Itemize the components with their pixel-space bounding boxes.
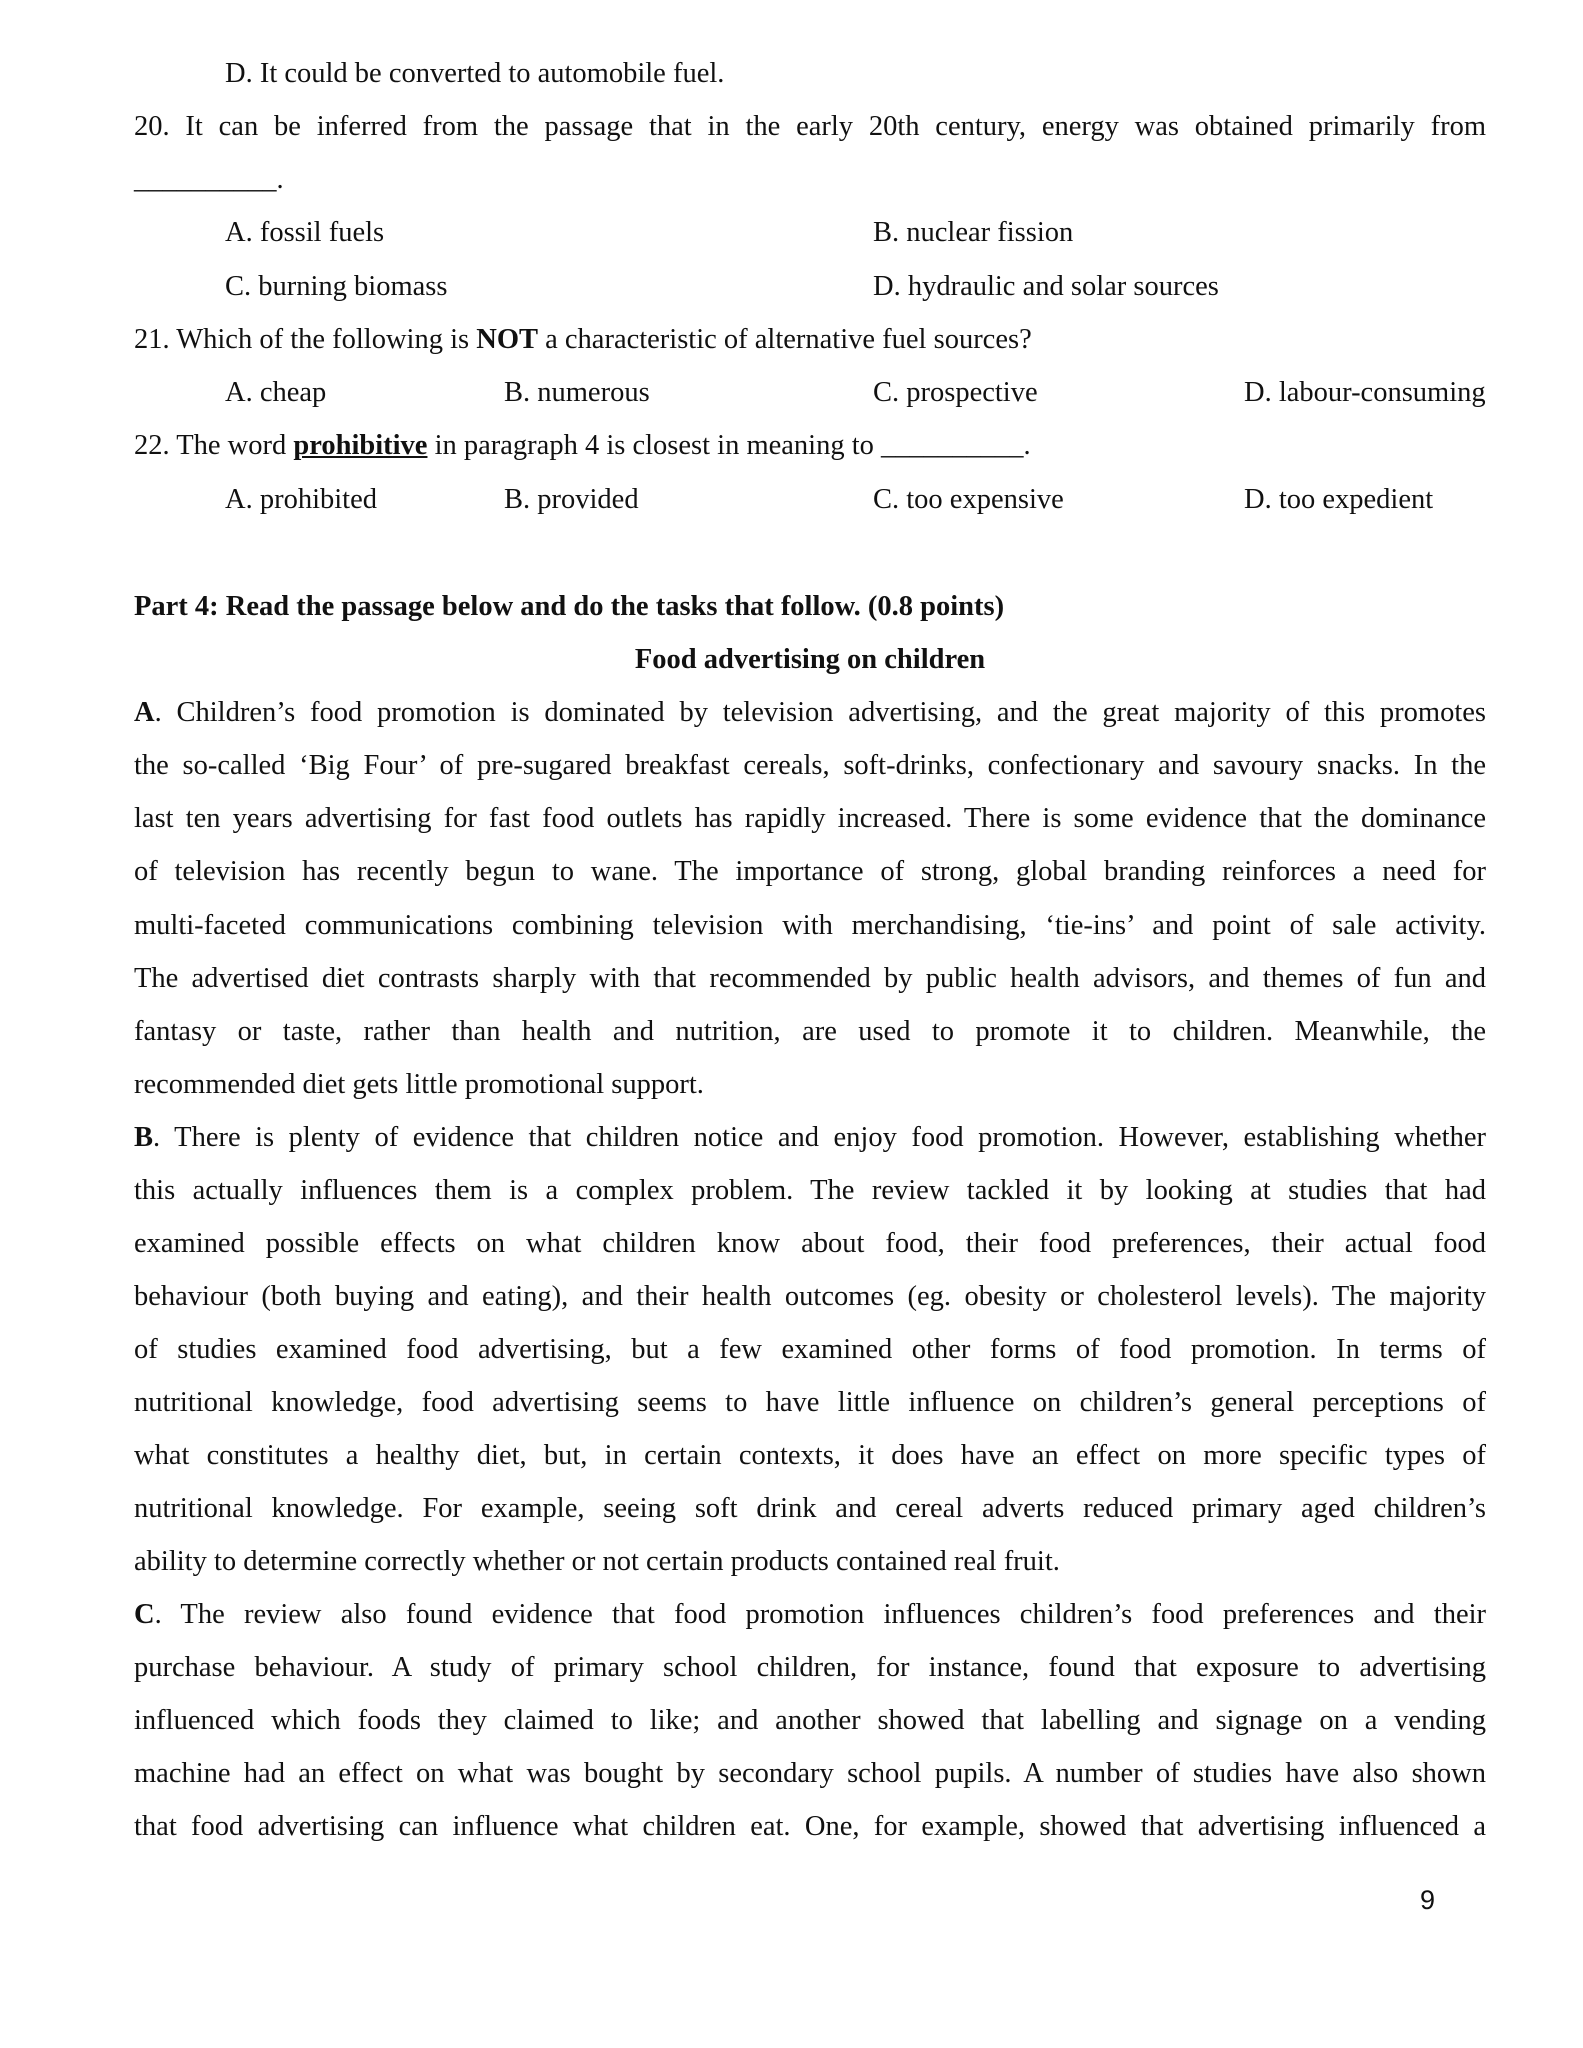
paragraph-a-line: multi-faceted communications combining television with merchandising, ‘tie-ins’ and point of sale activity. xyxy=(134,910,1486,941)
q22-stem-end: in paragraph 4 is closest in meaning to __________. xyxy=(427,430,1031,461)
paragraph-b-line: ability to determine correctly whether or not certain products contained real fruit. xyxy=(134,1546,1060,1577)
paragraph-a-text: . Children’s food promotion is dominated by television advertising, and the great majority of this promotes xyxy=(154,697,1486,728)
paragraph-a-line: of television has recently begun to wane. The importance of strong, global branding reinforces a need for xyxy=(134,856,1486,887)
q21-stem-end: a characteristic of alternative fuel sources? xyxy=(538,324,1032,355)
paragraph-b-line: nutritional knowledge, food advertising seems to have little influence on children’s general perceptions of xyxy=(134,1387,1486,1418)
q21-stem xyxy=(134,313,1486,366)
q21-option-c: C. prospective xyxy=(873,377,1038,408)
page-number: 9 xyxy=(1420,1885,1436,1915)
q22-option-d: D. too expedient xyxy=(1244,484,1434,515)
paragraph-c-line: purchase behaviour. A study of primary school children, for instance, found that exposure to advertising xyxy=(134,1652,1486,1683)
q22-option-b: B. provided xyxy=(504,484,639,515)
q21-stem-start: 21. Which of the following is xyxy=(134,324,477,355)
q20-stem: 20. It can be inferred from the passage that in the early 20th century, energy was obtained primarily from xyxy=(134,111,1486,142)
paragraph-c-text: . The review also found evidence that food promotion influences children’s food preferences and their xyxy=(154,1599,1486,1630)
paragraph-b-line: what constitutes a healthy diet, but, in certain contexts, it does have an effect on more specific types of xyxy=(134,1440,1486,1471)
paragraph-c-label: C xyxy=(134,1599,155,1630)
q22-stem-keyword: prohibitive xyxy=(293,430,428,461)
passage-title: Food advertising on children xyxy=(634,644,986,675)
paragraph-b-line: behaviour (both buying and eating), and their health outcomes (eg. obesity or cholesterol levels). The majority xyxy=(134,1281,1486,1312)
paragraph-a-line: last ten years advertising for fast food outlets has rapidly increased. There is some evidence that the dominance xyxy=(134,803,1486,834)
paragraph-b-line: nutritional knowledge. For example, seeing soft drink and cereal adverts reduced primary aged children’s xyxy=(134,1493,1486,1524)
paragraph-a-line: fantasy or taste, rather than health and nutrition, are used to promote it to children. Meanwhile, the xyxy=(134,1016,1486,1047)
q20-option-a: A. fossil fuels xyxy=(225,217,385,248)
paragraph-b-line: this actually influences them is a complex problem. The review tackled it by looking at studies that had xyxy=(134,1175,1486,1206)
paragraph-c-line xyxy=(134,1588,1486,1641)
q21-option-a: A. cheap xyxy=(225,377,327,408)
q19-option-d: D. It could be converted to automobile fuel. xyxy=(225,58,725,89)
paragraph-a-label: A xyxy=(134,697,155,728)
paragraph-a-line: the so-called ‘Big Four’ of pre-sugared breakfast cereals, soft-drinks, confectionary and savoury snacks. In the xyxy=(134,750,1486,781)
paragraph-a-line xyxy=(134,686,1486,739)
paragraph-b-text: . There is plenty of evidence that children notice and enjoy food promotion. However, establishing whether xyxy=(153,1122,1486,1153)
q21-option-b: B. numerous xyxy=(504,377,650,408)
q20-option-d: D. hydraulic and solar sources xyxy=(873,271,1219,302)
paragraph-a-line: recommended diet gets little promotional support. xyxy=(134,1069,704,1100)
paragraph-c-line: influenced which foods they claimed to like; and another showed that labelling and signage on a vending xyxy=(134,1705,1486,1736)
q21-option-d: D. labour-consuming xyxy=(1244,377,1486,408)
paragraph-c-line: that food advertising can influence what children eat. One, for example, showed that advertising influenced a xyxy=(134,1811,1486,1842)
paragraph-b-line: of studies examined food advertising, but a few examined other forms of food promotion. In terms of xyxy=(134,1334,1486,1365)
paragraph-b-label: B xyxy=(134,1122,154,1153)
paragraph-b-line: examined possible effects on what children know about food, their food preferences, their actual food xyxy=(134,1228,1486,1259)
paragraph-c-line: machine had an effect on what was bought by secondary school pupils. A number of studies have also shown xyxy=(134,1758,1486,1789)
part4-heading: Part 4: Read the passage below and do the tasks that follow. (0.8 points) xyxy=(134,591,1005,622)
paragraph-a-line: The advertised diet contrasts sharply with that recommended by public health advisors, and themes of fun and xyxy=(134,963,1486,994)
q21-stem-emphasis: NOT xyxy=(476,324,538,355)
q20-blank: __________. xyxy=(134,164,284,195)
q20-option-b: B. nuclear fission xyxy=(873,217,1074,248)
q22-stem xyxy=(134,419,1486,472)
q22-option-a: A. prohibited xyxy=(225,484,377,515)
paragraph-b-line xyxy=(134,1111,1486,1164)
q22-stem-start: 22. The word xyxy=(134,430,294,461)
q22-option-c: C. too expensive xyxy=(873,484,1064,515)
q20-option-c: C. burning biomass xyxy=(225,271,448,302)
